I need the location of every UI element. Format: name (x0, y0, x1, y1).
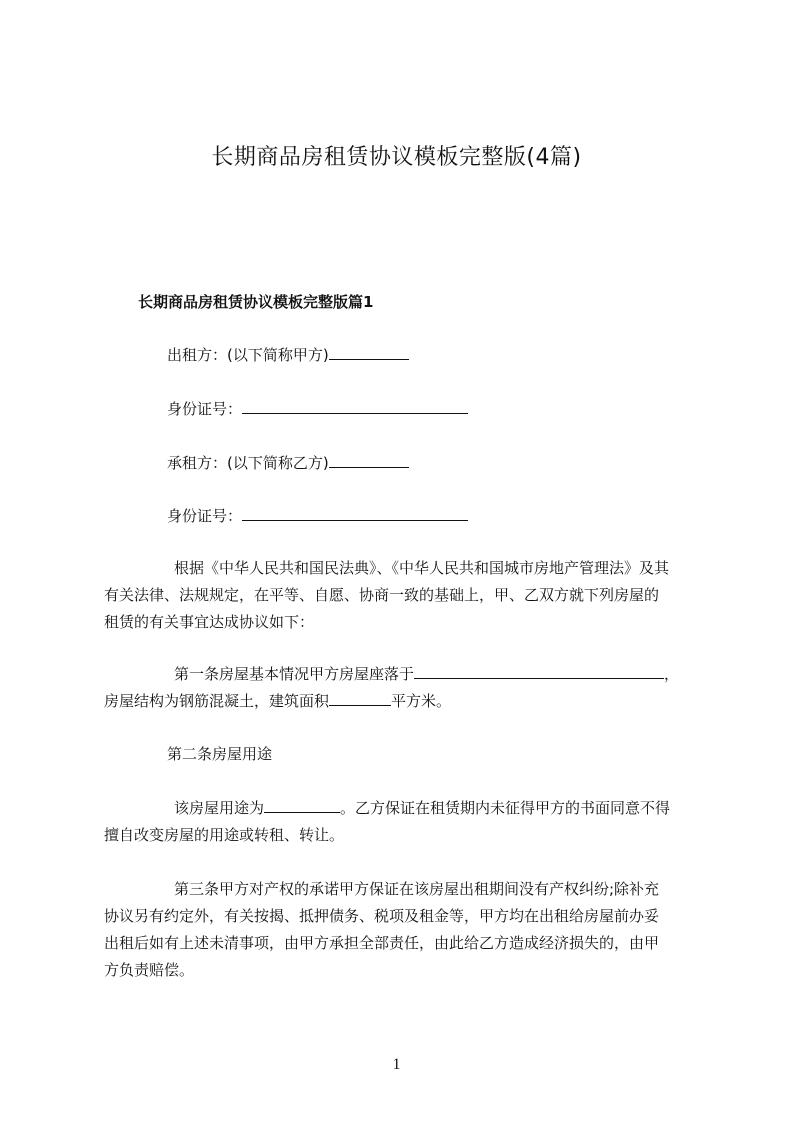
lessee-label: 承租方：(以下简称乙方) (167, 454, 329, 472)
lessor-blank (329, 343, 409, 360)
article-3-paragraph (104, 876, 698, 984)
lessor-field (167, 343, 409, 366)
article-1-paragraph (104, 661, 698, 715)
article-1-area-prefix: 房屋结构为钢筋混凝土，建筑面积 (104, 692, 330, 710)
intro-line-2: 有关法律、法规规定，在平等、自愿、协商一致的基础上，甲、乙双方就下列房屋的 (104, 586, 660, 604)
page-number: 1 (392, 1056, 401, 1073)
section-heading: 长期商品房租赁协议模板完整版篇1 (138, 293, 374, 311)
lessor-id-blank (242, 397, 468, 414)
article-3-line-2: 协议另有约定外，有关按揭、抵押债务、税项及租金等，甲方均在出租给房屋前办妥 (104, 907, 660, 925)
article-1-line-1 (104, 661, 698, 688)
article-2-line-1 (104, 795, 698, 822)
location-blank (414, 662, 664, 679)
article-2-line-2: 擅自改变房屋的用途或转租、转让。 (104, 826, 345, 844)
lessor-label: 出租方：(以下简称甲方) (167, 346, 329, 364)
article-3-line-4: 方负责赔偿。 (104, 961, 195, 979)
area-blank (329, 689, 391, 706)
usage-blank (264, 796, 340, 813)
article-1-location-prefix: 第一条房屋基本情况甲方房屋座落于 (174, 665, 415, 683)
article-3-line-3: 出租后如有上述未清事项，由甲方承担全部责任，由此给乙方造成经济损失的，由甲 (104, 934, 660, 952)
article-1-area-suffix: 平方米。 (391, 692, 452, 710)
lessee-field (167, 451, 409, 474)
article-1-location-suffix: ， (664, 665, 680, 683)
article-2-usage-prefix: 该房屋用途为 (174, 799, 265, 817)
lessee-id-field (167, 504, 468, 527)
article-1-line-2 (104, 688, 698, 715)
lessee-id-label: 身份证号： (167, 507, 243, 525)
lessor-id-label: 身份证号： (167, 400, 243, 418)
intro-line-1: 根据《中华人民共和国民法典》、《中华人民共和国城市房地产管理法》及其 (174, 559, 670, 577)
article-2-heading: 第二条房屋用途 (167, 745, 273, 763)
article-2-paragraph (104, 795, 698, 849)
lessee-id-blank (242, 504, 468, 521)
intro-paragraph (104, 555, 698, 636)
lessee-blank (329, 451, 409, 468)
intro-line-3: 租赁的有关事宜达成协议如下： (104, 613, 315, 631)
article-2-usage-suffix: 。乙方保证在租赁期内未征得甲方的书面同意不得 (340, 799, 671, 817)
article-3-line-1: 第三条甲方对产权的承诺甲方保证在该房屋出租期间没有产权纠纷;除补充 (174, 880, 660, 898)
lessor-id-field (167, 397, 468, 420)
document-title: 长期商品房租赁协议模板完整版(4篇) (211, 145, 582, 170)
